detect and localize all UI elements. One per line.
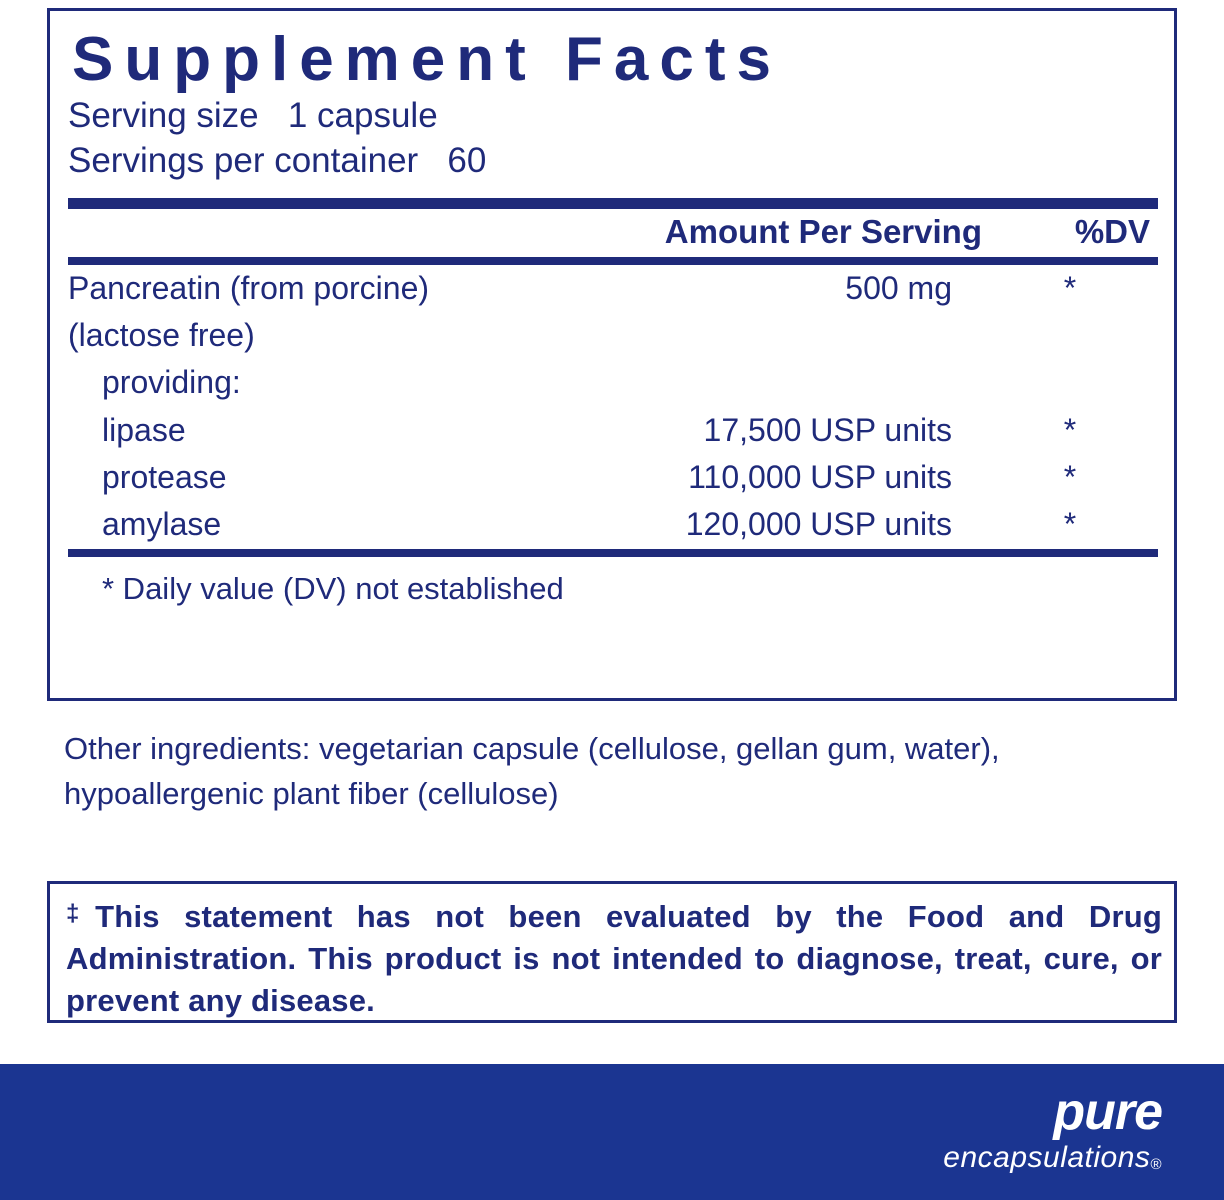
- fda-disclaimer-box: [47, 881, 1177, 1023]
- nutrient-dv: *: [1063, 506, 1077, 543]
- brand-logo: [943, 1083, 1162, 1174]
- column-header-amount: Amount Per Serving: [664, 212, 982, 250]
- daily-value-footnote: * Daily value (DV) not established: [102, 570, 564, 606]
- nutrient-dv: [982, 312, 1158, 359]
- nutrient-dv: *: [1063, 411, 1077, 448]
- fda-disclaimer-text: [66, 896, 1162, 1022]
- column-header-dv: %DV: [1074, 212, 1150, 250]
- nutrient-amount: [570, 359, 982, 406]
- brand-subtitle-text: encapsulations: [943, 1141, 1151, 1174]
- nutrient-name: lipase: [102, 411, 186, 448]
- disclaimer-dagger-symbol: ‡: [66, 900, 96, 927]
- supplement-facts-panel: [47, 8, 1177, 701]
- nutrient-dv: *: [1063, 269, 1077, 306]
- nutrient-table: [68, 265, 1158, 549]
- rule-above-header: [68, 198, 1158, 209]
- supplement-facts-content: [68, 15, 1158, 607]
- table-row: [68, 407, 1158, 454]
- nutrient-name: protease: [102, 458, 227, 495]
- serving-size-line: [68, 94, 1158, 139]
- registered-trademark-icon: ®: [1150, 1156, 1162, 1173]
- table-header-row: [68, 209, 1158, 257]
- brand-name: pure: [1053, 1083, 1162, 1141]
- serving-size-label: Serving size: [68, 96, 259, 136]
- brand-subtitle: [943, 1142, 1162, 1174]
- nutrient-amount: 500 mg: [845, 269, 952, 306]
- rule-below-table: [68, 549, 1158, 557]
- table-row: [68, 501, 1158, 548]
- nutrient-name: Pancreatin (from porcine): [68, 269, 430, 306]
- disclaimer-body: This statement has not been evaluated by the Food and Drug Administration. This product is not intended to diagnose, treat, cure, or prevent any disease.: [66, 899, 1162, 1018]
- servings-per-container-value: 60: [447, 140, 487, 180]
- serving-size-value: 1 capsule: [287, 96, 438, 136]
- servings-per-container-line: [68, 139, 1158, 184]
- table-row: [68, 312, 1158, 359]
- nutrient-dv: [982, 359, 1158, 406]
- servings-per-container-label: Servings per container: [68, 140, 419, 180]
- table-row: [68, 265, 1158, 312]
- page-title: Supplement Facts: [72, 25, 782, 94]
- rule-below-header: [68, 257, 1158, 265]
- table-row: [68, 454, 1158, 501]
- nutrient-amount: 120,000 USP units: [685, 506, 952, 543]
- brand-footer-bar: [0, 1064, 1224, 1200]
- nutrient-amount: 17,500 USP units: [703, 411, 952, 448]
- nutrient-amount: 110,000 USP units: [688, 458, 952, 495]
- other-ingredients-text: Other ingredients: vegetarian capsule (cellulose, gellan gum, water), hypoallergenic plant fiber (cellulose): [64, 731, 1000, 811]
- nutrient-name: (lactose free): [68, 317, 255, 353]
- nutrient-amount: [570, 312, 982, 359]
- nutrient-name: amylase: [102, 506, 222, 543]
- nutrient-name: providing:: [102, 364, 241, 401]
- table-row: [68, 359, 1158, 406]
- nutrient-dv: *: [1063, 458, 1077, 495]
